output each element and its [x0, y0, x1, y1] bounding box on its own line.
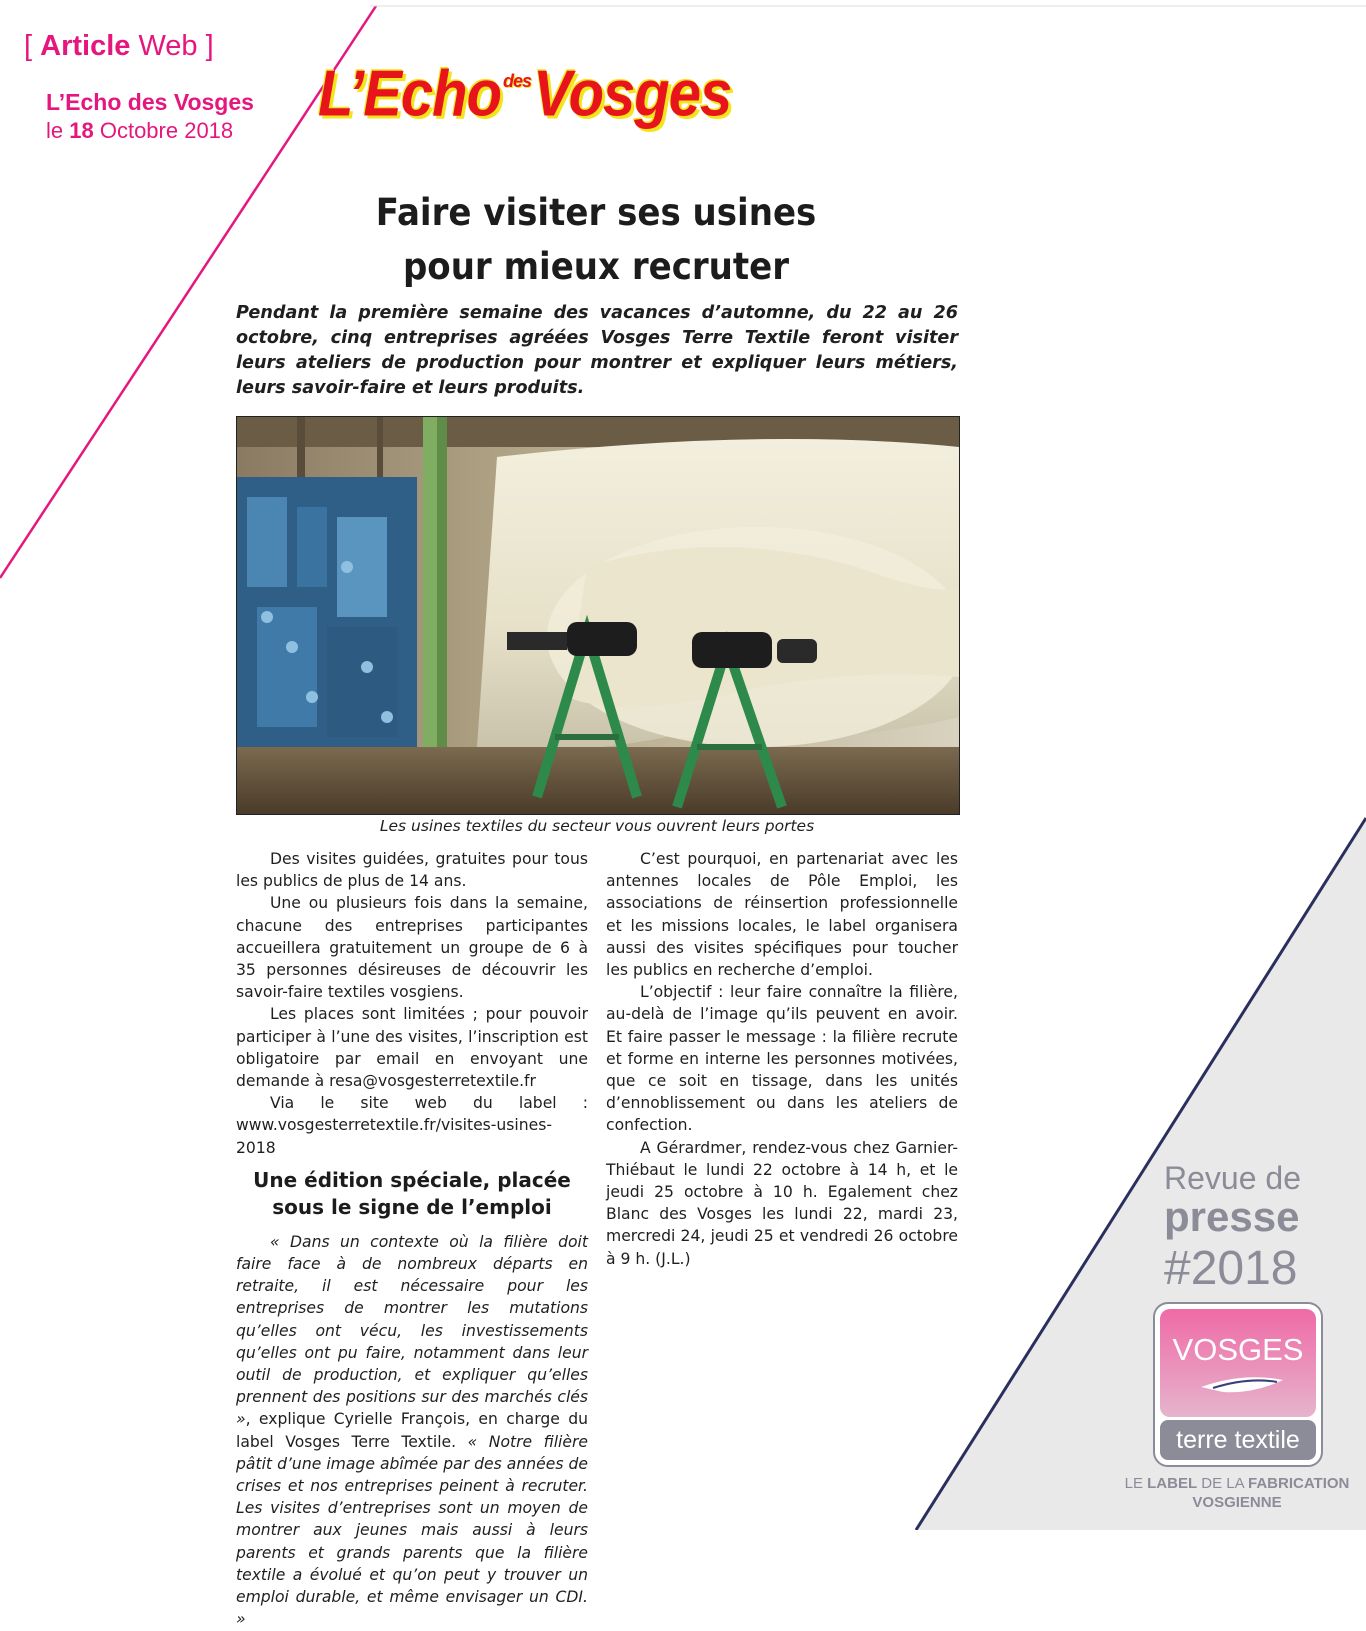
article-type-tag: [ Article Web ]	[24, 30, 214, 62]
paragraph: Les places sont limitées ; pour pouvoir participer à l’une des visites, l’inscription est obligatoire par email en envoyant une demande à resa@vosgesterretextile.fr	[236, 1005, 588, 1091]
presse-label: presse	[1164, 1193, 1300, 1240]
source-name: L’Echo des Vosges	[46, 89, 254, 115]
logo-text-terre-textile: terre textile	[1176, 1426, 1300, 1454]
label-tagline-2: VOSGIENNE	[1192, 1494, 1282, 1511]
paragraph: A Gérardmer, rendez-vous chez Garnier-Thiébaut le lundi 22 octobre à 14 h, et le jeudi 25 octobre à 10 h. Egalement chez Blanc des Vosges les lundi 22, mardi 23, mercredi 24, jeudi 25 et vendredi 26 octobre à 9 h. (J.L.)	[606, 1138, 958, 1268]
paragraph-quote: « Dans un contexte où la filière doit faire face à de nombreux départs en retraite, il est nécessaire pour les entreprises de montrer les mutations qu’elles ont vécu, les investissements qu’elles ont pu faire, notamment dans leur outil de production, et expliquer qu’elles prennent des positions sur des marchés clés », explique Cyrielle François, en charge du label Vosges Terre Textile. « Notre filière pâtit d’une image abîmée par des années de crises et nos entreprises peinent à recruter. Les visites d’entreprises sont un moyen de montrer aux jeunes mais aussi à leurs parents et grands parents que la filière textile a évolué et qu’on peut y trouver un emploi durable, et même envisager un CDI. »	[236, 1232, 588, 1629]
newspaper-masthead-logo: L’Echo desVosges	[318, 57, 732, 130]
article-column-left	[236, 848, 588, 1631]
article-column-right	[606, 848, 958, 1270]
vosges-terre-textile-logo	[1153, 1302, 1323, 1467]
paragraph: Des visites guidées, gratuites pour tous les publics de plus de 14 ans.	[236, 850, 588, 891]
paragraph: C’est pourquoi, en partenariat avec les antennes locales de Pôle Emploi, les associations de réinsertion professionnelle et les missions locales, le label organisera aussi des visites spécifiques pour toucher les publics en recherche d’emploi.	[606, 850, 958, 980]
factory-photo	[236, 416, 960, 815]
paragraph: Une ou plusieurs fois dans la semaine, chacune des entreprises participantes accueillera gratuitement un groupe de 6 à 35 personnes désireuses de découvrir les savoir-faire textiles vosgiens.	[236, 894, 588, 1002]
label-tagline: LE LABEL DE LA FABRICATION	[1124, 1475, 1350, 1492]
paragraph: L’objectif : leur faire connaître la filière, au-delà de l’image qu’ils peuvent en avoir. Et faire passer le message : la filière recrute et forme en interne les personnes motivées, que ce soit en tissage, dans les unités d’ennoblissement ou dans les ateliers de confection.	[606, 983, 958, 1135]
photo-caption: Les usines textiles du secteur vous ouvrent leurs portes	[379, 817, 815, 835]
quote-continued: « Notre filière pâtit d’une image abîmée par des années de crises et nos entreprises peinent à recruter. Les visites d’entreprises sont un moyen de montrer aux jeunes mais aussi à leurs parents et grands parents que la filière textile a évolué et qu’on peut y trouver un emploi durable, et même envisager un CDI. »	[236, 1432, 588, 1629]
paragraph: Via le site web du label : www.vosgesterretextile.fr/visites-usines-2018	[236, 1094, 588, 1157]
revue-de-label: Revue de	[1164, 1160, 1301, 1196]
article-lead: Pendant la première semaine des vacances d’automne, du 22 au 26 octobre, cinq entreprises agréées Vosges Terre Textile feront visiter leurs ateliers de production pour montrer et expliquer leurs métiers, leurs savoir-faire et leurs produits.	[236, 303, 958, 398]
publication-date: le 18 Octobre 2018	[46, 118, 234, 143]
article-subheading: Une édition spéciale, placée sous le signe de l’emploi	[253, 1167, 571, 1219]
article-headline: Faire visiter ses usines pour mieux recruter	[375, 191, 817, 288]
year-label: #2018	[1164, 1242, 1298, 1295]
logo-text-vosges: VOSGES	[1172, 1332, 1304, 1367]
